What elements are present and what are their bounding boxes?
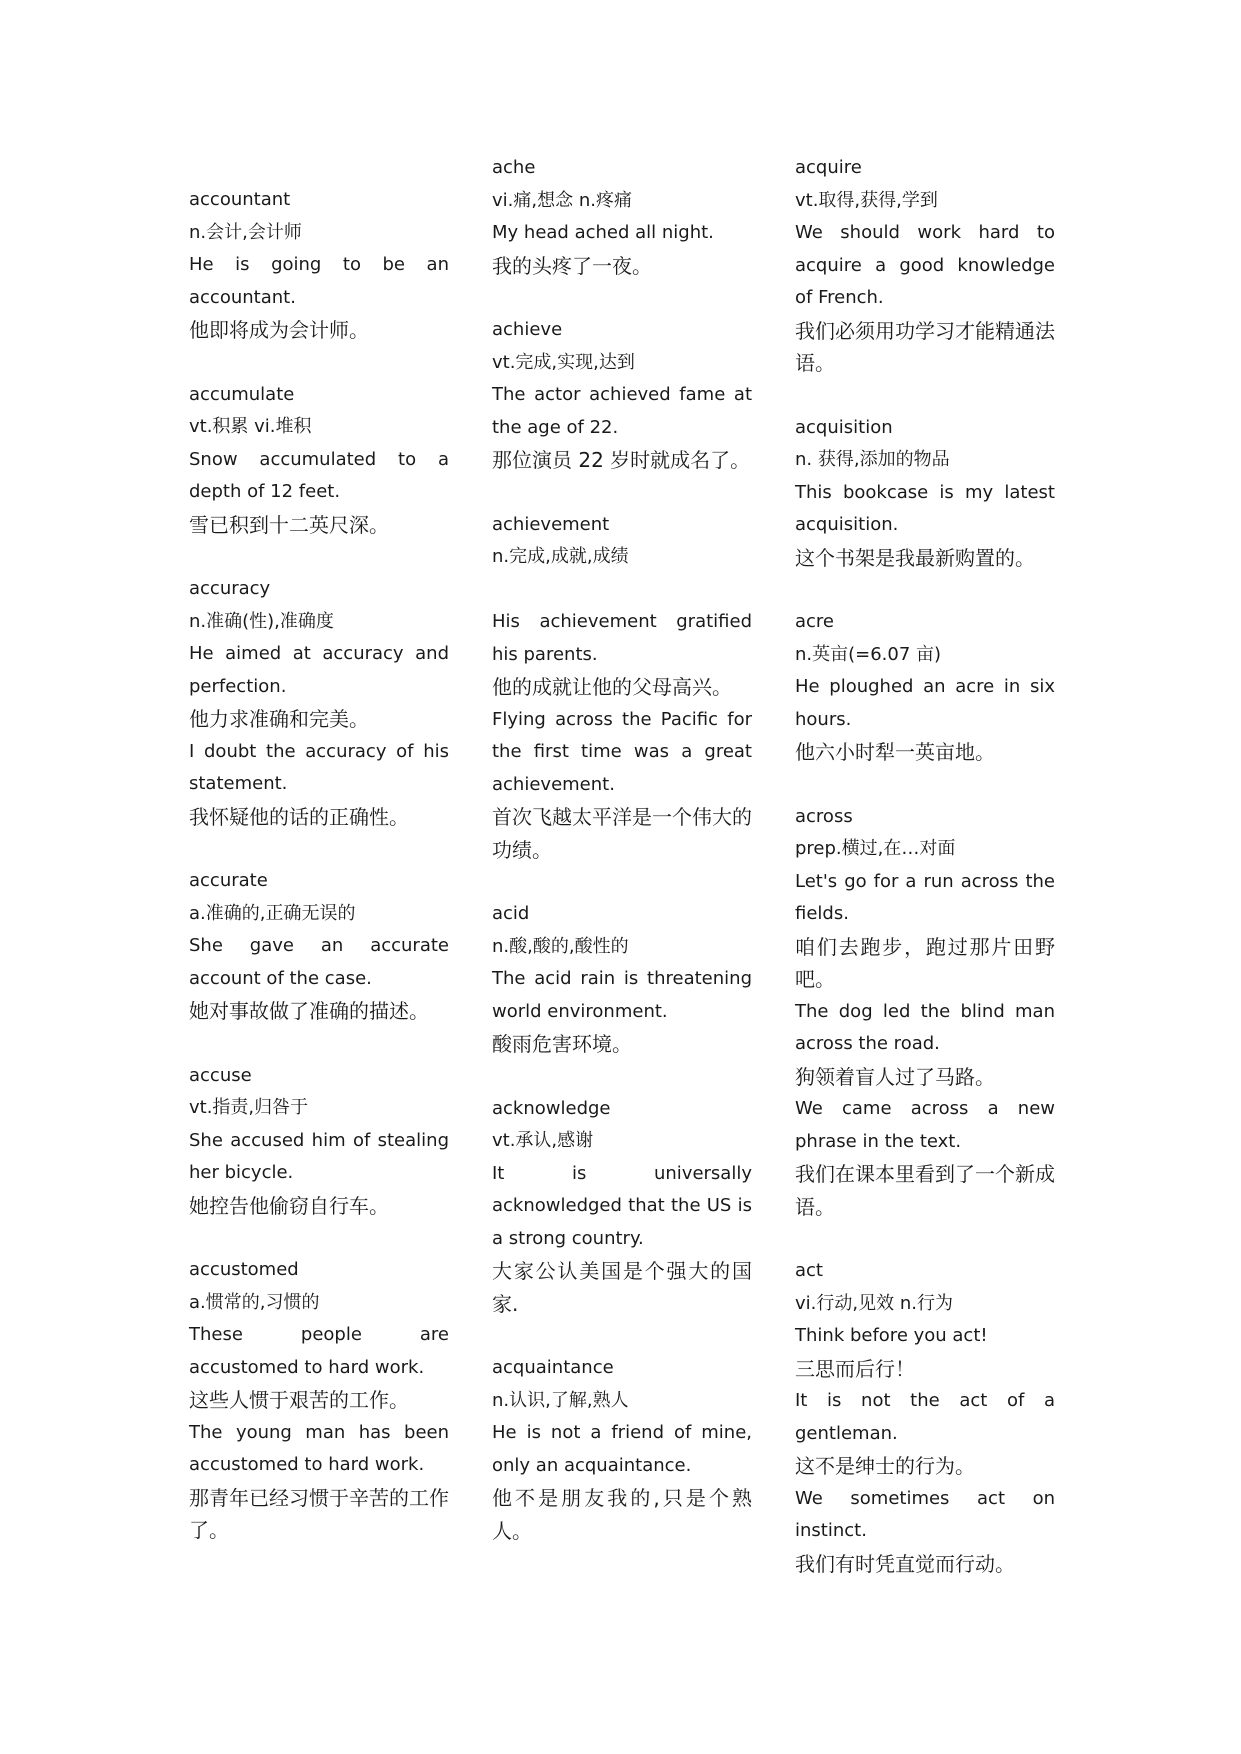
dictionary-entry — [492, 314, 752, 477]
entry-definition: n.认识,了解,熟人 — [492, 1389, 629, 1411]
blank-line — [492, 574, 752, 607]
example-sentence-zh: 这个书架是我最新购置的。 — [795, 545, 1035, 570]
example-sentence-en: The young man has been accustomed to hard work. — [189, 1421, 449, 1475]
entry-definition: n.酸,酸的,酸性的 — [492, 935, 629, 957]
example-sentence-zh: 首次飞越太平洋是一个伟大的功绩。 — [492, 805, 752, 862]
entry-definition: vi.行动,见效 n.行为 — [795, 1292, 953, 1314]
example-sentence-zh: 雪已积到十二英尺深。 — [189, 512, 389, 537]
entry-definition: vt.取得,获得,学到 — [795, 189, 938, 211]
example-sentence-zh: 我的头疼了一夜。 — [492, 253, 652, 278]
example-sentence-zh: 酸雨危害环境。 — [492, 1032, 632, 1056]
entry-headword: act — [795, 1260, 823, 1281]
example-sentence-zh: 他力求准确和完美。 — [189, 707, 369, 731]
example-sentence-zh: 那青年已经习惯于辛苦的工作了。 — [189, 1485, 449, 1542]
example-sentence-zh: 我们在课本里看到了一个新成语。 — [795, 1162, 1055, 1219]
dictionary-entry — [795, 412, 1055, 575]
entry-definition: n. 获得,添加的物品 — [795, 449, 950, 470]
dictionary-entry — [492, 1352, 752, 1547]
example-sentence-en: I doubt the accuracy of his statement. — [189, 740, 449, 794]
column-2 — [492, 152, 752, 1547]
entry-definition: a.准确的,正确无误的 — [189, 902, 356, 924]
example-sentence-en: He is going to be an accountant. — [189, 254, 449, 308]
example-sentence-zh: 那位演员 22 岁时就成名了。 — [492, 448, 751, 472]
entry-headword: acquisition — [795, 416, 893, 438]
dictionary-entry — [795, 801, 1055, 1224]
column-1 — [189, 184, 449, 1547]
dictionary-entry — [492, 152, 752, 282]
example-sentence-en: My head ached all night. — [492, 222, 714, 243]
entry-headword: acknowledge — [492, 1097, 611, 1119]
entry-headword: ache — [492, 157, 536, 178]
entry-headword: accustomed — [189, 1259, 299, 1280]
example-sentence-en: Think before you act! — [795, 1325, 988, 1346]
example-sentence-zh: 狗领着盲人过了马路。 — [795, 1064, 995, 1089]
example-sentence-en: It is not the act of a gentleman. — [795, 1390, 1055, 1444]
example-sentence-zh: 她对事故做了准确的描述。 — [189, 999, 429, 1023]
dictionary-entry — [189, 1060, 449, 1223]
entry-definition: vt.完成,实现,达到 — [492, 351, 635, 373]
entry-definition: vt.积累 vi.堆积 — [189, 416, 312, 437]
column-3 — [795, 152, 1055, 1580]
example-sentence-en: She accused him of stealing her bicycle. — [189, 1129, 449, 1183]
dictionary-entry — [492, 1093, 752, 1321]
dictionary-entry — [189, 379, 449, 542]
entry-headword: across — [795, 805, 853, 827]
dictionary-entry — [795, 1255, 1055, 1580]
example-sentence-en: This bookcase is my latest acquisition. — [795, 481, 1055, 535]
entry-definition: vi.痛,想念 n.疼痛 — [492, 189, 632, 211]
example-sentence-en: He aimed at accuracy and perfection. — [189, 643, 449, 697]
example-sentence-zh: 他的成就让他的父母高兴。 — [492, 675, 732, 699]
entry-headword: achieve — [492, 319, 563, 340]
dictionary-entry — [189, 184, 449, 347]
entry-headword: accuracy — [189, 578, 271, 599]
example-sentence-en: It is universally acknowledged that the US is a strong country. — [492, 1162, 752, 1249]
example-sentence-en: He ploughed an acre in six hours. — [795, 676, 1055, 730]
example-sentence-zh: 这不是绅士的行为。 — [795, 1454, 975, 1478]
example-sentence-en: Let's go for a run across the fields. — [795, 870, 1055, 924]
entry-definition: vt.指责,归咎于 — [189, 1097, 309, 1118]
example-sentence-zh: 这些人惯于艰苦的工作。 — [189, 1388, 409, 1412]
dictionary-entry — [795, 606, 1055, 769]
example-sentence-en: He is not a friend of mine, only an acquaintance. — [492, 1422, 752, 1476]
example-sentence-zh: 咱们去跑步，跑过那片田野吧。 — [795, 934, 1055, 991]
example-sentence-en: We should work hard to acquire a good knowledge of French. — [795, 222, 1055, 308]
dictionary-entry — [795, 152, 1055, 380]
entry-definition: n.英亩(=6.07 亩) — [795, 643, 942, 665]
example-sentence-en: Flying across the Pacific for the first time was a great achievement. — [492, 708, 752, 795]
example-sentence-en: We came across a new phrase in the text. — [795, 1098, 1055, 1152]
entry-definition: prep.横过,在…对面 — [795, 838, 956, 859]
dictionary-entry — [189, 573, 449, 833]
entry-definition: n.准确(性),准确度 — [189, 610, 334, 632]
entry-definition: vt.承认,感谢 — [492, 1130, 594, 1151]
entry-headword: acid — [492, 903, 530, 924]
example-sentence-zh: 我们有时凭直觉而行动。 — [795, 1551, 1015, 1576]
example-sentence-en: The actor achieved fame at the age of 22. — [492, 384, 752, 438]
example-sentence-en: His achievement gratified his parents. — [492, 611, 752, 665]
entry-headword: achievement — [492, 513, 610, 535]
entry-headword: acre — [795, 611, 835, 632]
entry-headword: accurate — [189, 870, 268, 891]
entry-headword: acquaintance — [492, 1357, 614, 1378]
example-sentence-en: Snow accumulated to a depth of 12 feet. — [189, 448, 449, 502]
example-sentence-zh: 她控告他偷窃自行车。 — [189, 1193, 389, 1218]
example-sentence-zh: 我们必须用功学习才能精通法语。 — [795, 318, 1055, 375]
example-sentence-zh: 他即将成为会计师。 — [189, 318, 369, 342]
example-sentence-en: She gave an accurate account of the case. — [189, 935, 449, 989]
entry-headword: accuse — [189, 1064, 252, 1086]
entry-headword: accountant — [189, 189, 291, 210]
example-sentence-zh: 他六小时犁一英亩地。 — [795, 740, 995, 764]
example-sentence-zh: 大家公认美国是个强大的国家. — [492, 1259, 752, 1316]
entry-headword: accumulate — [189, 383, 295, 405]
dictionary-entry — [492, 898, 752, 1061]
example-sentence-en: These people are accustomed to hard work. — [189, 1324, 449, 1378]
example-sentence-en: The dog led the blind man across the road. — [795, 1000, 1055, 1054]
example-sentence-zh: 我怀疑他的话的正确性。 — [189, 804, 409, 829]
dictionary-entry — [189, 865, 449, 1028]
entry-definition: a.惯常的,习惯的 — [189, 1291, 320, 1313]
example-sentence-en: The acid rain is threatening world environment. — [492, 968, 752, 1022]
example-sentence-zh: 他不是朋友我的,只是个熟人。 — [492, 1486, 752, 1543]
entry-definition: n.完成,成就,成绩 — [492, 546, 629, 567]
dictionary-entry — [189, 1254, 449, 1547]
dictionary-entry — [492, 509, 752, 867]
entry-headword: acquire — [795, 157, 862, 178]
example-sentence-zh: 三思而后行！ — [795, 1356, 915, 1381]
entry-definition: n.会计,会计师 — [189, 221, 302, 243]
example-sentence-en: We sometimes act on instinct. — [795, 1487, 1055, 1541]
